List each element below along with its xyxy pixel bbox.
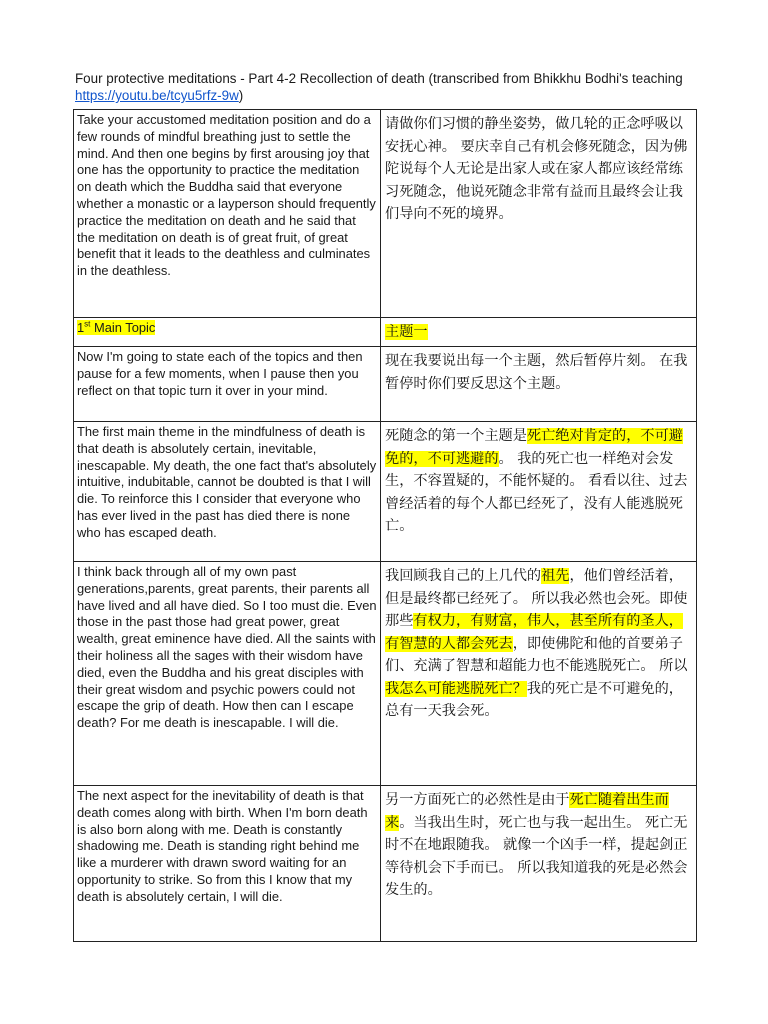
zh-text: ，他们曾经活着，但是最终都已经死了。 所以我必然也会死。即使那些 — [385, 568, 688, 629]
table-row — [74, 422, 697, 562]
english-cell: Take your accustomed meditation position and do a few rounds of mindful breathing just to settle the mind. And then one begins by first arousing joy that one has the opportunity to practice the meditation on death which the Buddha said that everyone whether a monastic or a layperson should frequently practice the meditation on death and he said that the meditation on death is of great fruit, of great benefit that it leads to the deathless and culminates in the deathless. — [74, 110, 381, 318]
zh-text: 。当我出生时，死亡也与我一起出生。 死亡无时不在地跟随我。 就像一个凶手一样，提起剑正等待机会下手而已。 所以我知道我的死是必然会发生的。 — [385, 814, 688, 898]
topic-label: Main Topic — [90, 320, 156, 335]
youtube-link[interactable]: https://youtu.be/tcyu5rfz-9w — [75, 88, 239, 103]
highlighted-text: 祖先 — [541, 568, 570, 584]
zh-text: 死随念的第一个主题是 — [385, 428, 527, 444]
topic-heading-en — [77, 320, 155, 335]
topic-heading-zh: 主题一 — [385, 324, 428, 340]
highlighted-text: 死亡随着出生而来 — [385, 792, 669, 831]
topic-number: 1 — [77, 320, 85, 335]
chinese-cell — [381, 786, 697, 942]
highlighted-text: 我怎么可能逃脱死亡？ — [385, 680, 527, 697]
chinese-cell — [381, 422, 697, 562]
chinese-cell — [381, 318, 697, 347]
title-text: Four protective meditations - Part 4-2 Recollection of death (transcribed from Bhikkhu Bodhi's teaching — [75, 71, 683, 86]
chinese-cell — [381, 562, 697, 786]
english-cell: The first main theme in the mindfulness of death is that death is absolutely certain, inevitable, inescapable. My death, the one fact that's absolutely intuitive, indubitable, cannot be doubted is that I will die. To reinforce this I consider that everyone who has ever lived in the past has died there is none who has escaped death. — [74, 422, 381, 562]
zh-text: 我的死亡是不可避免的， 总有一天我会死。 — [385, 680, 683, 719]
table-row — [74, 110, 697, 318]
zh-text: 我回顾我自己的上几代的 — [385, 568, 542, 584]
table-row — [74, 347, 697, 422]
table-row — [74, 562, 697, 786]
title-suffix: ) — [238, 88, 244, 103]
translation-table — [73, 109, 697, 942]
table-row — [74, 318, 697, 347]
table-row — [74, 786, 697, 942]
english-cell — [74, 318, 381, 347]
highlighted-text: 死亡绝对肯定的，不可避免的，不可逃避的 — [385, 428, 683, 467]
english-cell: I think back through all of my own past generations,parents, great parents, their parents all have lived and all have died. So I too must die. Even those in the past those had great power, great wealth, great eminence have died. All the saints with their holiness all the sages with their wisdom have died, even the Buddha and his great disciples with their great wisdom and psychic powers could not escape the grip of death. How then can I escape death? For me death is inescapable. I will die. — [74, 562, 381, 786]
english-cell: Now I'm going to state each of the topics and then pause for a few moments, when I pause then you reflect on that topic turn it over in your mind. — [74, 347, 381, 422]
zh-text: ，即使佛陀和他的首要弟子们、充满了智慧和超能力也不能逃脱死亡。 所以 — [385, 635, 688, 674]
document-title — [75, 70, 715, 104]
highlighted-text: 有权力，有财富，伟人，甚至所有的圣人，有智慧的人都会死去 — [385, 613, 683, 652]
topic-ordinal-suffix: st — [84, 319, 91, 329]
chinese-cell: 现在我要说出每一个主题，然后暂停片刻。 在我暂停时你们要反思这个主题。 — [381, 347, 697, 422]
english-cell: The next aspect for the inevitability of death is that death comes along with birth. When I'm born death is also born along with me. Death is constantly shadowing me. Death is standing right behind me like a murderer with drawn sword waiting for an opportunity to strike. So from this I know that my death is absolutely certain, I will die. — [74, 786, 381, 942]
zh-text: 。 我的死亡也一样绝对会发生，不容置疑的，不能怀疑的。 看看以往、过去曾经活着的每个人都已经死了，没有人能逃脱死亡。 — [385, 450, 688, 534]
chinese-cell: 请做你们习惯的静坐姿势，做几轮的正念呼吸以安抚心神。 要庆幸自己有机会修死随念，因为佛陀说每个人无论是出家人或在家人都应该经常练习死随念，他说死随念非常有益而且最终会让我们导向不死的境界。 — [381, 110, 697, 318]
zh-text: 另一方面死亡的必然性是由于 — [385, 792, 570, 808]
